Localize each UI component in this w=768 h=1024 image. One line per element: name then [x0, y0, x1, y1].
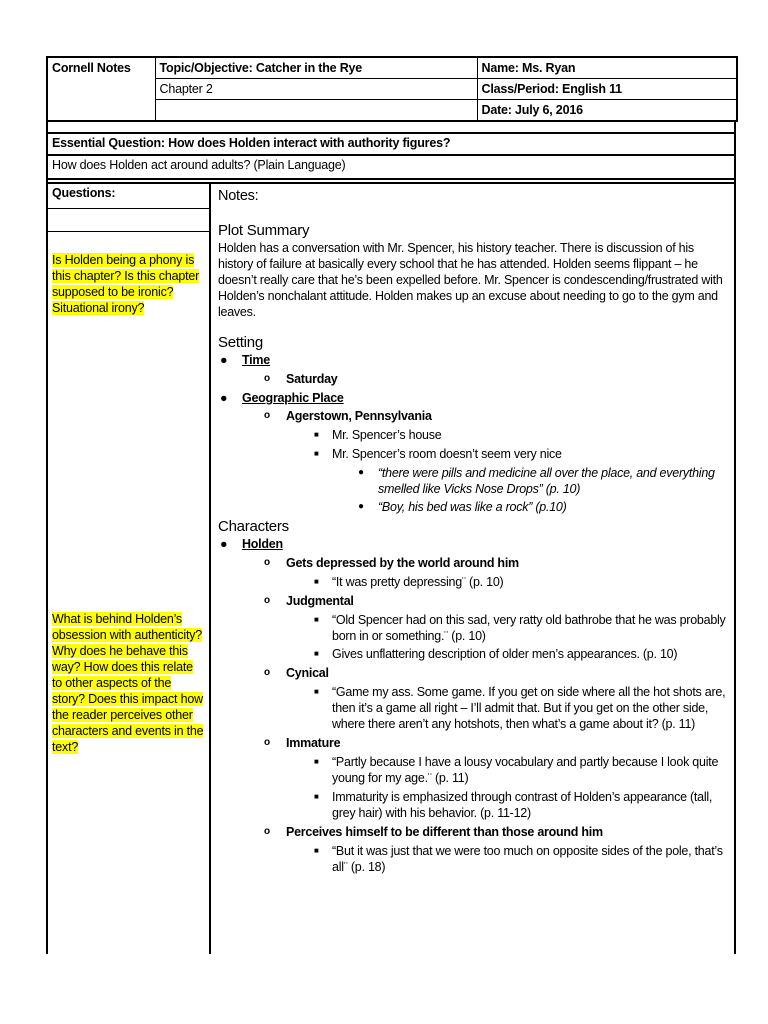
- list-item: [218, 371, 732, 387]
- holden-label: Holden: [242, 537, 283, 551]
- pole-quote: “But it was just that we were too much on opposite sides of the pole, that’s all¨ (p. 18): [332, 844, 723, 874]
- plot-summary-text: Holden has a conversation with Mr. Spencer, his history teacher. There is discussion of his history of failure at basically every school that he has attended. Holden seems flippant – he doesn’t really care that he’s been expelled before. Mr. Spencer is condescending/frustrated with Holden’s nonchalant attitude. Holden makes up an excuse about needing to go to the gym and leaves.: [218, 241, 723, 319]
- cynical-label: Cynical: [286, 666, 329, 680]
- list-item: [218, 665, 732, 681]
- agerstown-label: Agerstown, Pennsylvania: [286, 409, 432, 423]
- square-bullet-icon: ■: [314, 577, 319, 586]
- list-item: [218, 843, 732, 875]
- circle-bullet-icon: o: [264, 737, 270, 748]
- notes-column: [213, 184, 732, 954]
- bed-quote: “Boy, his bed was like a rock” (p.10): [378, 500, 567, 514]
- questions-column: [48, 184, 211, 954]
- bullet-icon: ●: [220, 353, 228, 367]
- bullet-icon: ●: [358, 501, 364, 512]
- list-item: [218, 789, 732, 821]
- game-quote: “Game my ass. Some game. If you get on side where all the hot shots are, then it’s a game all right – I’ll admit that. But if you get on the other side, where there aren’t any hotshots, then what’s a game about it? (p. 11): [332, 685, 726, 731]
- list-item: [218, 754, 732, 786]
- square-bullet-icon: ■: [314, 846, 319, 855]
- depressing-quote: “It was pretty depressing¨ (p. 10): [332, 575, 504, 589]
- cornell-notes-page: [46, 56, 736, 954]
- circle-bullet-icon: o: [264, 826, 270, 837]
- list-item: [218, 446, 732, 462]
- list-item: [218, 536, 732, 552]
- bullet-icon: ●: [220, 391, 228, 405]
- setting-heading: Setting: [218, 334, 263, 351]
- immaturity-label: Immaturity is emphasized through contrast of Holden’s appearance (tall, grey hair) with his behavior. (p. 11-12): [332, 790, 713, 820]
- questions-heading: Questions:: [48, 184, 209, 209]
- time-label: Time: [242, 353, 270, 367]
- circle-bullet-icon: o: [264, 667, 270, 678]
- list-item: [218, 646, 732, 662]
- circle-bullet-icon: o: [264, 373, 270, 384]
- essential-question: Essential Question: How does Holden interact with authority figures?: [46, 132, 736, 156]
- square-bullet-icon: ■: [314, 615, 319, 624]
- circle-bullet-icon: o: [264, 595, 270, 606]
- date-cell: Date: July 6, 2016: [477, 100, 737, 122]
- list-item: [218, 593, 732, 609]
- question-2-text: What is behind Holden’s obsession with authenticity? Why does he behave this way? How does this relate to other aspects of the story? Does this impact how the reader perceives other characters and events in the text?: [52, 612, 204, 754]
- different-label: Perceives himself to be different than those around him: [286, 825, 603, 839]
- list-item: [218, 352, 732, 368]
- name-cell: Name: Ms. Ryan: [477, 57, 737, 79]
- list-item: [218, 390, 732, 406]
- immature-label: Immature: [286, 736, 341, 750]
- list-item: [218, 684, 732, 732]
- class-period-cell: Class/Period: English 11: [477, 79, 737, 100]
- house-label: Mr. Spencer’s house: [332, 428, 442, 442]
- list-item: [218, 574, 732, 590]
- square-bullet-icon: ■: [314, 649, 319, 658]
- list-item: [218, 735, 732, 751]
- list-item: [218, 465, 732, 497]
- bullet-icon: ●: [220, 537, 228, 551]
- chapter-cell: Chapter 2: [155, 79, 477, 100]
- questions-blank-row: [48, 209, 209, 232]
- question-2: [52, 611, 204, 755]
- bullet-icon: ●: [358, 467, 364, 478]
- circle-bullet-icon: o: [264, 557, 270, 568]
- circle-bullet-icon: o: [264, 410, 270, 421]
- geo-label: Geographic Place: [242, 391, 344, 405]
- notes-heading: Notes:: [218, 188, 259, 204]
- square-bullet-icon: ■: [314, 687, 319, 696]
- pills-quote: “there were pills and medicine all over the place, and everything smelled like Vicks Nose Drops” (p. 10): [378, 466, 715, 496]
- judgmental-label: Judgmental: [286, 594, 354, 608]
- square-bullet-icon: ■: [314, 792, 319, 801]
- question-1-text: Is Holden being a phony is this chapter? Is this chapter supposed to be ironic? Situational irony?: [52, 253, 200, 315]
- vocab-quote: “Partly because I have a lousy vocabulary and partly because I look quite young for my age.¨ (p. 11): [332, 755, 719, 785]
- list-item: [218, 824, 732, 840]
- list-item: [218, 408, 732, 424]
- bathrobe-quote: “Old Spencer had on this sad, very ratty old bathrobe that he was probably born in or something.¨ (p. 10): [332, 613, 726, 643]
- list-item: [218, 555, 732, 571]
- square-bullet-icon: ■: [314, 449, 319, 458]
- plain-language-question: How does Holden act around adults? (Plain Language): [46, 156, 736, 180]
- header-table: [46, 56, 738, 122]
- blank-cell: [155, 100, 477, 122]
- list-item: [218, 499, 732, 515]
- spacer-row: [46, 122, 736, 132]
- cornell-label: Cornell Notes: [47, 57, 155, 121]
- depressed-label: Gets depressed by the world around him: [286, 556, 519, 570]
- room-label: Mr. Spencer’s room doesn’t seem very nice: [332, 447, 562, 461]
- list-item: [218, 612, 732, 644]
- square-bullet-icon: ■: [314, 430, 319, 439]
- square-bullet-icon: ■: [314, 757, 319, 766]
- saturday-label: Saturday: [286, 372, 338, 386]
- characters-heading: Characters: [218, 518, 289, 535]
- plot-summary-heading: Plot Summary: [218, 222, 310, 239]
- question-1: [52, 252, 204, 316]
- notes-body: [46, 184, 736, 954]
- topic-cell: Topic/Objective: Catcher in the Rye: [155, 57, 477, 79]
- list-item: [218, 427, 732, 443]
- unflattering-label: Gives unflattering description of older men’s appearances. (p. 10): [332, 647, 678, 661]
